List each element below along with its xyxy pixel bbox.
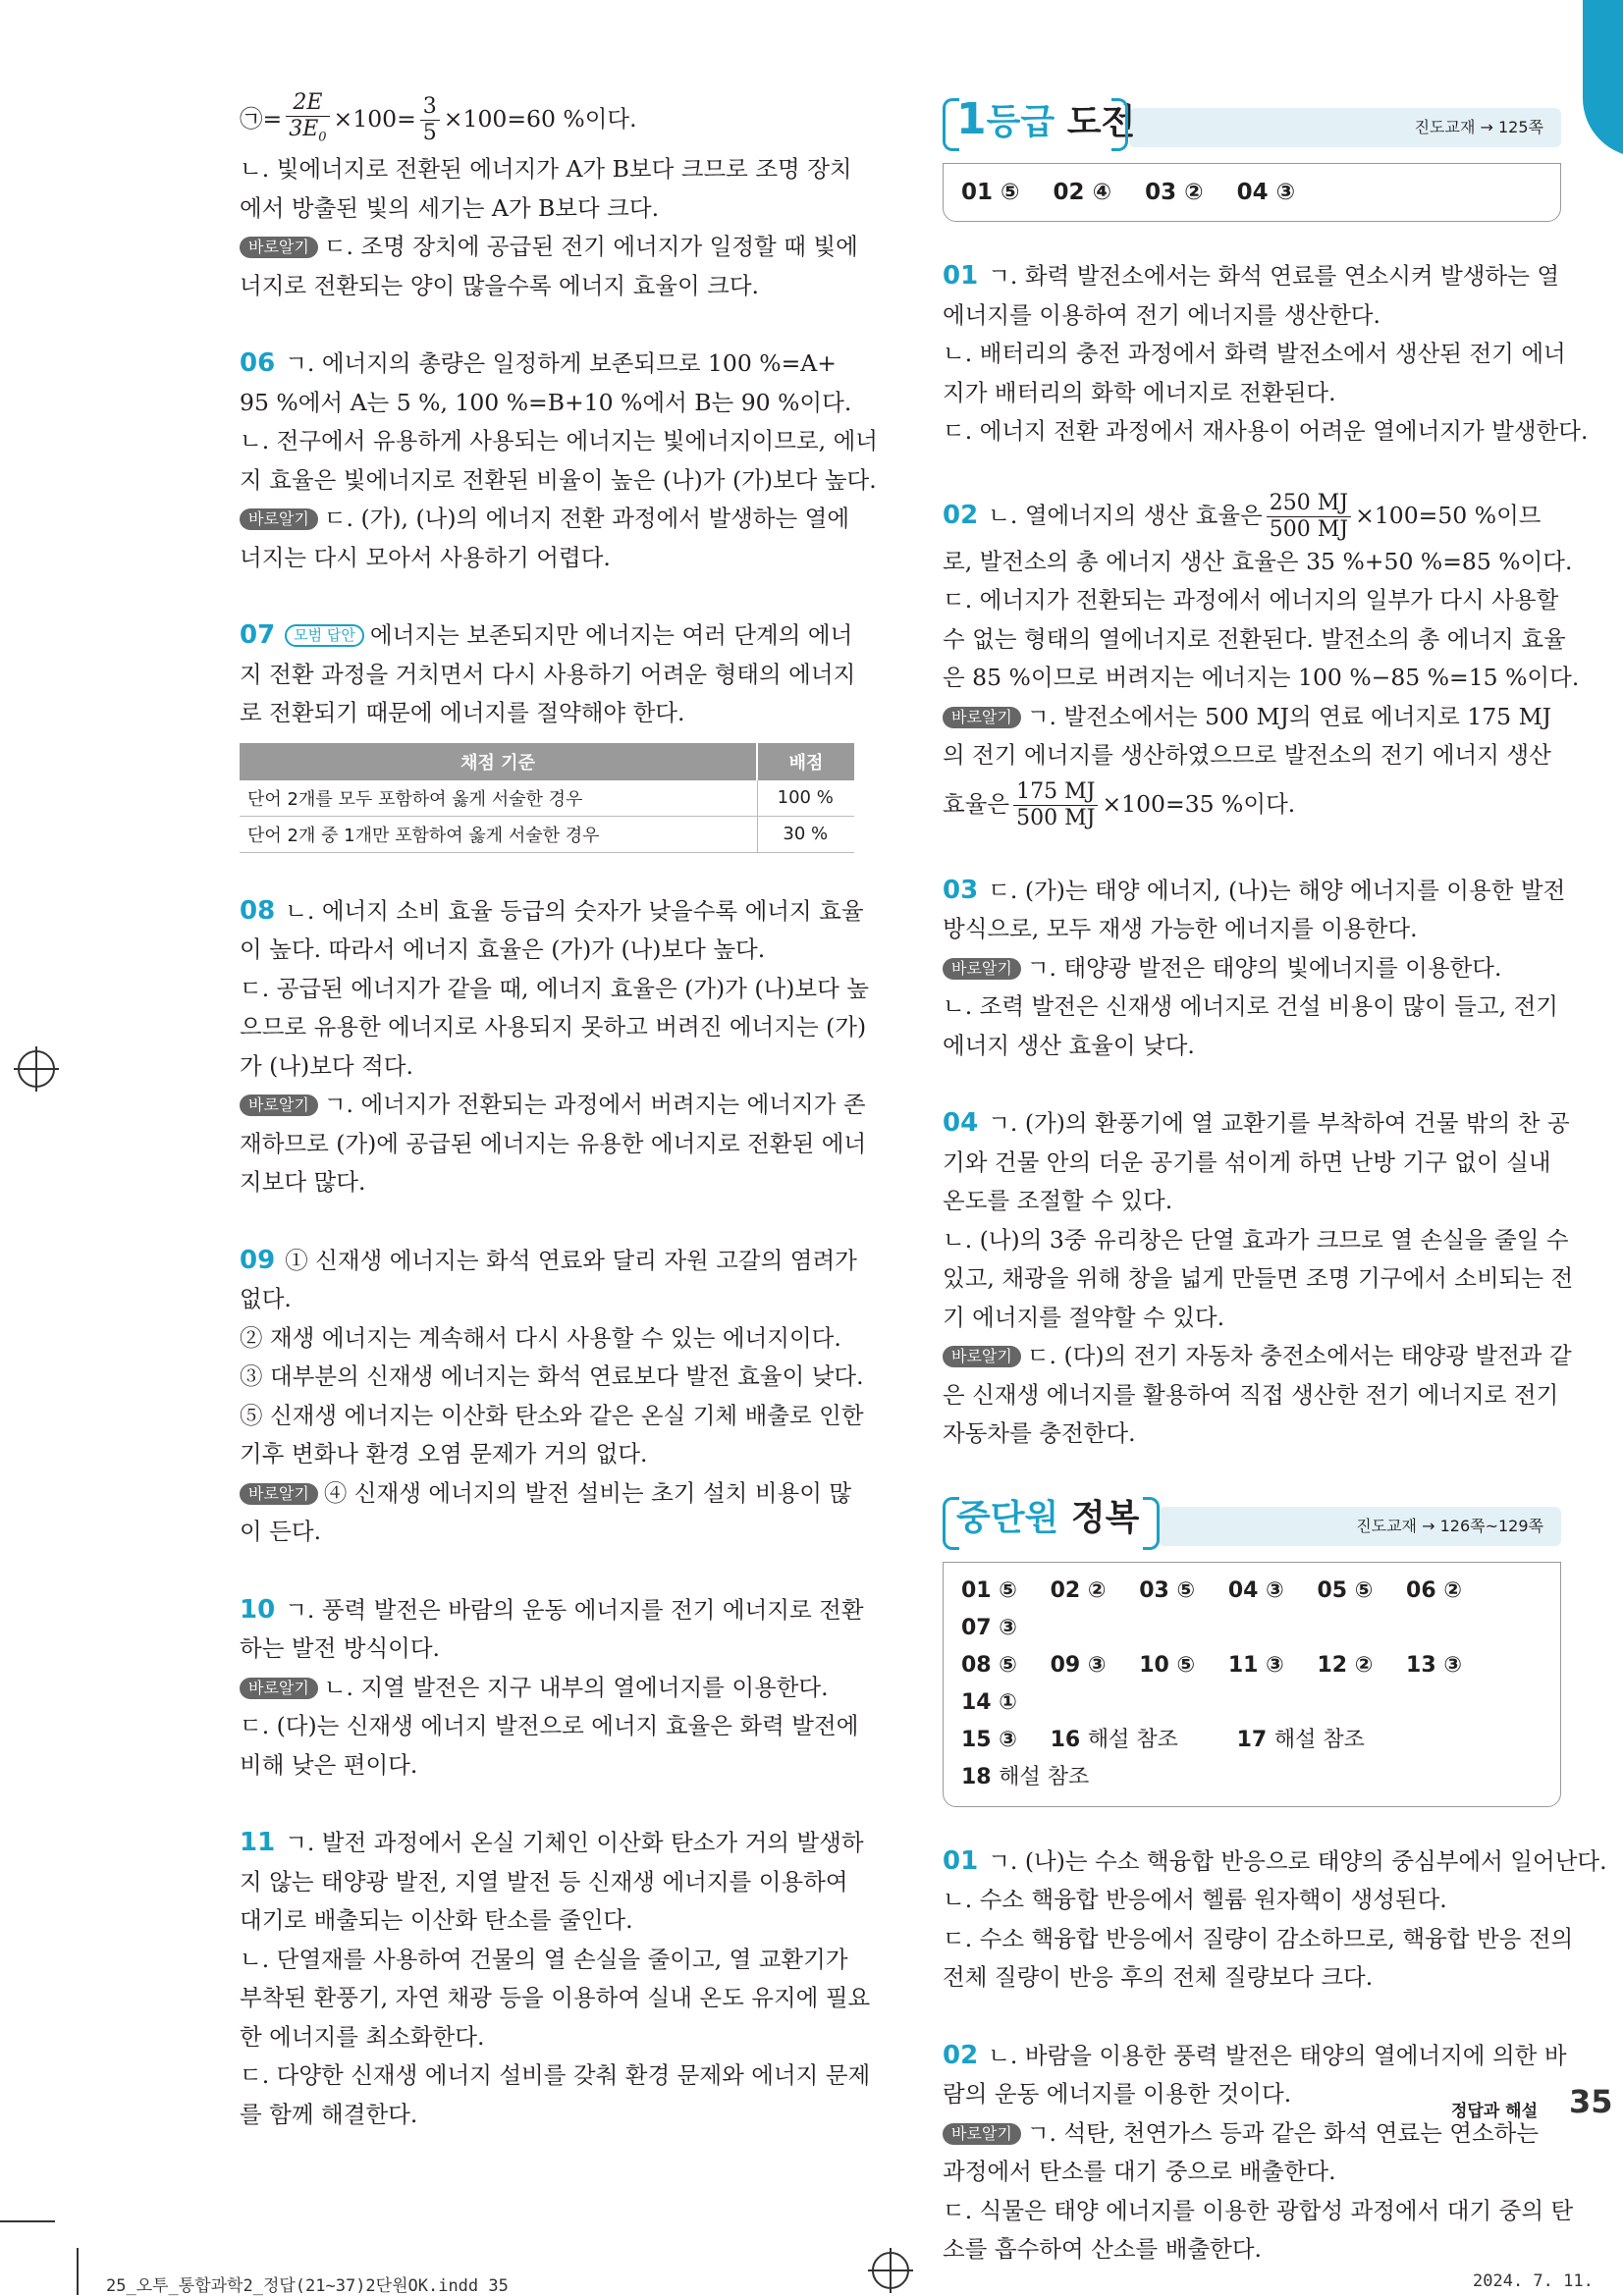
text-line: 이 든다. [240,1518,322,1546]
text-line: 너지는 다시 모아서 사용하기 어렵다. [240,543,611,571]
scoring-table [240,743,854,853]
answer-key-item [1145,180,1204,205]
fraction-numerator: 3 [420,94,440,121]
text-line: ㄴ. 수소 핵융합 반응에서 헬륨 원자핵이 생성된다. [943,1886,1447,1913]
table-cell: 단어 2개 중 1개만 포함하여 옳게 서술한 경우 [240,816,757,852]
footer-label: 정답과 해설 [1451,2102,1539,2121]
text-line: 하는 발전 방식이다. [240,1634,441,1663]
answer-key-item [1317,1578,1373,1603]
text-line: ③ 대부분의 신재생 에너지는 화석 연료보다 발전 효율이 낮다. [240,1362,864,1391]
answer-key-box [943,1562,1561,1807]
text-line: 로 전환되기 때문에 에너지를 절약해야 한다. [240,699,685,727]
answer-choice: ② [1184,180,1204,205]
text-line: 지가 배터리의 화학 에너지로 전환된다. [943,378,1336,406]
line-text: ① 신재생 에너지는 화석 연료와 달리 자원 고갈의 염려가 [285,1246,857,1274]
chapter-tab-corner [1583,0,1623,157]
text-line [943,949,1561,988]
equals-sign: = [262,105,283,133]
answer-choice: ⑤ [1176,1577,1196,1603]
text-line: 이 높다. 따라서 에너지 효율은 (가)가 (나)보다 높다. [240,935,766,964]
answer-choice: ② [1354,1652,1374,1678]
text-line [240,228,858,267]
answer-choice: ③ [1443,1652,1462,1678]
answer-key-item [1139,1578,1195,1603]
wrong-answer-tag: 바로알기 [240,1483,318,1505]
left-column [240,90,878,2134]
answer-block-r01 [943,257,1589,452]
text-line: 에너지를 이용하여 전기 에너지를 생산한다. [943,300,1380,329]
text-line: 기후 변화나 환경 오염 문제가 거의 없다. [240,1440,648,1468]
text-line: 95 %에서 A는 5 %, 100 %=B+10 %에서 B는 90 %이다. [240,388,852,416]
text-line: 에너지 생산 효율이 낮다. [943,1031,1195,1059]
line-text: ㄱ. 에너지의 총량은 일정하게 보존되므로 100 %=A+ [285,349,837,378]
table-cell: 100 % [757,780,854,817]
question-number: 01 [943,261,979,291]
print-slug-filename: 25_오투_통합과학2_정답(21~37)2단원OK.indd 35 [106,2276,509,2296]
line-text: ㄴ. 바람을 이용한 풍력 발전은 태양의 열에너지에 의한 바 [988,2041,1567,2069]
answer-choice: ⑤ [1176,1652,1196,1678]
answer-choice: ⑤ [1001,180,1020,205]
text-line: 지 효율은 빛에너지로 전환된 비율이 높은 (나)가 (가)보다 높다. [240,465,877,494]
text-line: 를 함께 해결한다. [240,2100,418,2128]
line-text: ㄷ. (가)는 태양 에너지, (나)는 해양 에너지를 이용한 발전 [988,876,1566,904]
text-line: 은 85 %이므로 버려지는 에너지는 100 %−85 %=15 %이다. [943,664,1580,691]
text-line [943,775,1561,832]
answer-key-item [961,1765,1114,1789]
answer-choice: 해설 참조 [1273,1727,1365,1752]
answer-choice: ⑤ [999,1577,1017,1603]
text-line: 기 에너지를 절약할 수 있다. [943,1303,1225,1331]
text-line: ㄷ. 에너지가 전환되는 과정에서 에너지의 일부가 다시 사용할 [943,586,1559,614]
text-line [240,1669,854,1708]
question-number: 02 [943,500,979,530]
text-line: 수 없는 형태의 열에너지로 전환된다. 발전소의 총 에너지 효율 [943,624,1566,653]
table-cell: 단어 2개를 모두 포함하여 옳게 서술한 경우 [240,780,757,817]
answer-number: 02 [1050,1577,1081,1603]
table-header-row [240,743,854,780]
answer-choice: ③ [1266,1652,1284,1678]
fraction [1267,491,1351,543]
answer-block-r04 [943,1104,1574,1454]
bracket-right [1143,1497,1160,1550]
answer-key-item [961,1728,1017,1752]
text-line [240,1086,866,1125]
answer-key-item [1139,1653,1195,1678]
line-text: 에너지는 보존되지만 에너지는 여러 단계의 에너 [369,621,853,650]
answer-key-item [1406,1653,1462,1678]
text-line: 온도를 조절할 수 있다. [943,1187,1173,1214]
answer-number: 13 [1406,1652,1436,1678]
answer-number: 16 [1050,1727,1081,1752]
line-text: ㄱ. 에너지가 전환되는 과정에서 버려지는 에너지가 존 [323,1091,866,1119]
text-line: ㄴ. 조력 발전은 신재생 에너지로 건설 비용이 많이 들고, 전기 [943,992,1558,1020]
section-ref-bar: 진도교재 → 125쪽 [1129,108,1561,147]
text-line [943,698,1561,737]
question-number: 03 [943,875,979,905]
fraction-denominator: 5 [422,121,437,146]
answer-choice: ⑤ [999,1652,1017,1678]
bracket-right [1111,98,1128,151]
question-number: 10 [240,1594,276,1625]
answer-block-11 [240,1824,871,2134]
text-line: 지보다 많다. [240,1168,366,1197]
answer-number: 18 [961,1764,992,1789]
text-line: 재하므로 (가)에 공급된 에너지는 유용한 에너지로 전환된 에너 [240,1129,867,1157]
line-text: 효율은 [943,789,1010,818]
answer-key-item [1051,1653,1107,1678]
question-number: 07 [240,620,276,651]
answer-block-intro [240,90,858,305]
question-number: 06 [240,348,276,379]
answer-number: 10 [1139,1652,1169,1678]
trim-mark [77,2248,79,2295]
line-text: ㄴ. 에너지 소비 효율 등급의 숫자가 낮을수록 에너지 효율 [285,896,864,925]
fraction-denominator: 500 MJ [1269,516,1349,542]
section-ref-bar: 진도교재 → 126쪽~129쪽 [1159,1507,1561,1546]
line-text: ㄷ. 조명 장치에 공급된 전기 에너지가 일정할 때 빛에 [323,233,858,261]
answer-number: 03 [1145,180,1177,205]
text-line [240,1824,864,1863]
section-header-unit-review [943,1493,1561,1550]
answer-key-item [961,180,1020,205]
text-line [240,1474,854,1514]
section-title [943,94,1135,148]
answer-block-10 [240,1591,864,1786]
answer-number: 17 [1236,1727,1268,1752]
text-line: 람의 운동 에너지를 이용한 것이다. [943,2080,1292,2108]
answer-block-08 [240,892,869,1202]
model-answer-tag: 모범 답안 [285,624,364,647]
answer-key-row [961,1647,1542,1722]
wrong-answer-tag: 바로알기 [943,707,1021,728]
text-line: ㄷ. 식물은 태양 에너지를 이용한 광합성 과정에서 대기 중의 탄 [943,2196,1574,2224]
answer-choice: ④ [1092,180,1112,205]
text-line: 방식으로, 모두 재생 가능한 에너지를 이용한다. [943,915,1418,942]
answer-choice: ③ [999,1615,1017,1640]
answer-key-item [1054,180,1112,205]
answer-number: 02 [1053,180,1085,205]
question-number: 08 [240,895,276,926]
answer-block-06 [240,345,878,577]
answer-choice: ② [1087,1577,1107,1603]
line-text: ㄴ. 열에너지의 생산 효율은 [988,501,1263,529]
text-line: ㄴ. 단열재를 사용하여 건물의 열 손실을 줄이고, 열 교환기가 [240,1945,848,1973]
text-line [943,2037,1567,2076]
answer-choice: ⑤ [1354,1577,1374,1603]
text-line: ② 재생 에너지는 계속해서 다시 사용할 수 있는 에너지이다. [240,1323,841,1352]
text-line: ㄷ. 공급된 에너지가 같을 때, 에너지 효율은 (가)가 (나)보다 높 [240,974,869,1002]
print-slug-date: 2024. 7. 11. [1473,2271,1594,2291]
answer-block-m02 [943,2037,1574,2269]
text-line: 비해 낮은 편이다. [240,1750,418,1779]
fraction-numerator: 175 MJ [1013,779,1098,806]
answer-number: 11 [1227,1652,1259,1678]
text-line [943,1337,1572,1376]
text-line: 자동차를 충전한다. [943,1419,1136,1447]
answer-block-09 [240,1242,864,1552]
line-text: ×100=50 %이므 [1355,501,1542,529]
line-text: ㄴ. 지열 발전은 지구 내부의 열에너지를 이용한다. [323,1673,829,1701]
answer-key-item [1237,180,1296,205]
fraction-denominator: 500 MJ [1016,805,1096,830]
answer-key-item [1406,1578,1462,1603]
text-line: 없다. [240,1285,292,1313]
answer-choice: ③ [1266,1577,1284,1603]
answer-key-item [1317,1653,1373,1678]
registration-mark-icon [872,2252,909,2289]
formula-tail: ×100=60 %이다. [443,105,637,133]
fraction-numerator: 250 MJ [1267,491,1351,517]
formula-middle: ×100= [333,105,416,133]
line-text: ㄱ. 발전소에서는 500 MJ의 연료 에너지로 175 MJ [1026,702,1552,730]
answer-number: 06 [1406,1577,1436,1603]
text-line [240,500,854,539]
wrong-answer-tag: 바로알기 [240,1095,318,1116]
text-line: ㄴ. (나)의 3중 유리창은 단열 효과가 크므로 열 손실을 줄일 수 [943,1225,1569,1254]
table-header: 채점 기준 [240,743,757,780]
fraction-denominator [286,117,329,150]
text-line: 소를 흡수하여 산소를 배출한다. [943,2235,1262,2263]
answer-key-row [961,1573,1542,1647]
answer-number: 15 [961,1727,992,1752]
line-text: ㄱ. 태양광 발전은 태양의 빛에너지를 이용한다. [1026,953,1502,982]
answer-choice: ③ [1275,180,1296,205]
answer-choice: ① [999,1689,1017,1715]
text-line: ㄷ. 에너지 전환 과정에서 재사용이 어려운 열에너지가 발생한다. [943,417,1589,445]
answer-choice: 해설 참조 [999,1764,1090,1789]
text-line: 기와 건물 안의 더운 공기를 섞이게 하면 난방 기구 없이 실내 [943,1148,1551,1176]
answer-number: 04 [1236,180,1269,205]
answer-number: 03 [1139,1577,1169,1603]
answer-key-item [1051,1728,1204,1752]
line-text: ㄱ. (가)의 환풍기에 열 교환기를 부착하여 건물 밖의 찬 공 [988,1109,1570,1137]
wrong-answer-tag: 바로알기 [240,1678,318,1699]
answer-number: 12 [1317,1652,1348,1678]
section-title-part1: 등급 [986,102,1055,142]
text-line: ⑤ 신재생 에너지는 이산화 탄소와 같은 온실 기체 배출로 인한 [240,1401,864,1429]
text-line: 은 신재생 에너지를 활용하여 직접 생산한 전기 에너지로 전기 [943,1380,1559,1409]
text-line [943,491,1561,543]
answer-key-item [961,1578,1017,1603]
answer-key-item [961,1690,1017,1715]
answer-key-item [1228,1653,1284,1678]
page-number: 35 [1569,2083,1613,2120]
fraction [1013,779,1098,831]
text-line: 대기로 배출되는 이산화 탄소를 줄인다. [240,1906,633,1935]
text-line [943,1842,1607,1882]
line-text: ㄱ. (나)는 수소 핵융합 반응으로 태양의 중심부에서 일어난다. [988,1846,1607,1875]
text-line [943,257,1561,296]
answer-number: 14 [961,1689,992,1715]
text-line [240,616,854,656]
right-column [943,94,1607,2269]
answer-key-box [943,163,1561,222]
circle-label: ㉠ [240,105,263,133]
section-header-level1 [943,94,1561,151]
text-line: 가 (나)보다 적다. [240,1051,413,1080]
text-line [240,1591,864,1630]
text-line: ㄴ. 전구에서 유용하게 사용되는 에너지는 빛에너지이므로, 에너 [240,427,878,455]
table-cell: 30 % [757,816,854,852]
text-line: 부착된 환풍기, 자연 채광 등을 이용하여 실내 온도 유지에 필요 [240,1984,871,2012]
text-line: ㄴ. 빛에너지로 전환된 에너지가 A가 B보다 크므로 조명 장치 [240,155,852,184]
line-text: ㄷ. (가), (나)의 에너지 전환 과정에서 발생하는 열에 [323,505,850,533]
fraction-numerator: 2E [286,90,329,117]
line-text: ㄱ. 발전 과정에서 온실 기체인 이산화 탄소가 거의 발생하 [285,1829,864,1857]
text-line: 전체 질량이 반응 후의 전체 질량보다 크다. [943,1963,1374,1991]
section-title-part2: 도전 [1066,102,1136,142]
answer-key-row [961,1722,1542,1796]
answer-block-07 [240,616,854,853]
text-line: 에서 방출된 빛의 세기는 A가 B보다 크다. [240,193,660,222]
answer-key-item [1051,1578,1107,1603]
denominator-subscript: 0 [318,130,327,145]
table-header: 배점 [757,743,854,780]
text-line: 지 않는 태양광 발전, 지열 발전 등 신재생 에너지를 이용하여 [240,1867,848,1896]
answer-key-item [1228,1578,1284,1603]
wrong-answer-tag: 바로알기 [943,1346,1021,1367]
registration-mark-icon [18,1050,55,1088]
line-text: ×100=35 %이다. [1102,789,1296,818]
section-title [943,1493,1139,1544]
text-line [240,345,854,384]
question-number: 09 [240,1245,276,1275]
line-text: ㄱ. 화력 발전소에서는 화석 연료를 연소시켜 발생하는 열 [988,262,1560,290]
answer-block-r02 [943,490,1580,832]
wrong-answer-tag: 바로알기 [943,958,1021,980]
line-text: ㄷ. (다)의 전기 자동차 충전소에서는 태양광 발전과 같 [1026,1342,1572,1369]
section-title-part2: 정복 [1070,1497,1140,1538]
answer-number: 04 [1227,1577,1259,1603]
answer-number: 01 [961,180,994,205]
text-line: 너지로 전환되는 양이 많을수록 에너지 효율이 크다. [240,271,760,299]
formula-line [240,90,854,150]
text-line: 의 전기 에너지를 생산하였으므로 발전소의 전기 에너지 생산 [943,741,1551,769]
text-line: 지 전환 과정을 거치면서 다시 사용하기 어려운 형태의 에너지 [240,660,856,688]
answer-number: 08 [961,1652,992,1678]
section-title-number: 1 [956,94,987,144]
answer-number: 07 [961,1615,992,1640]
question-number: 01 [943,1845,979,1876]
line-text: ㄱ. 석탄, 천연가스 등과 같은 화석 연료는 연소하는 [1026,2118,1540,2147]
text-line: ㄷ. (다)는 신재생 에너지 발전으로 에너지 효율은 화력 발전에 [240,1712,859,1740]
text-line: 한 에너지를 최소화한다. [240,2022,485,2051]
answer-choice: ② [1443,1577,1462,1603]
table-row [240,780,854,817]
answer-key-item [961,1653,1017,1678]
line-text: ④ 신재생 에너지의 발전 설비는 초기 설치 비용이 많 [323,1478,852,1507]
fraction [286,90,329,150]
text-line: 으므로 유용한 에너지로 사용되지 못하고 버려진 에너지는 (가) [240,1013,867,1041]
text-line [240,892,864,932]
text-line: ㄷ. 다양한 신재생 에너지 설비를 갖춰 환경 문제와 에너지 문제 [240,2061,871,2090]
answer-block-m01 [943,1842,1607,1998]
question-number: 04 [943,1108,979,1138]
answer-number: 05 [1317,1577,1348,1603]
question-number: 11 [240,1828,276,1858]
answer-choice: 해설 참조 [1087,1727,1178,1752]
text-line: ㄴ. 배터리의 충전 과정에서 화력 발전소에서 생산된 전기 에너 [943,340,1566,367]
text-line: 과정에서 탄소를 대기 중으로 배출한다. [943,2158,1336,2185]
table-row [240,816,854,852]
denominator-text: 3E [289,117,319,141]
text-line: ㄷ. 수소 핵융합 반응에서 질량이 감소하므로, 핵융합 반응 전의 [943,1924,1574,1952]
line-text: ㄱ. 풍력 발전은 바람의 운동 에너지를 전기 에너지로 전환 [285,1595,864,1624]
answer-choice: ③ [1087,1652,1107,1678]
text-line: 있고, 채광을 위해 창을 넓게 만들면 조명 기구에서 소비되는 전 [943,1264,1574,1292]
text-line [943,1104,1570,1144]
text-line [240,1242,857,1281]
wrong-answer-tag: 바로알기 [943,2123,1021,2145]
section-title-part1: 중단원 [956,1497,1059,1538]
text-line: 로, 발전소의 총 에너지 생산 효율은 35 %+50 %=85 %이다. [943,547,1573,575]
answer-block-r03 [943,872,1566,1066]
answer-number: 01 [961,1577,992,1603]
answer-key-item [1237,1728,1390,1752]
trim-mark [0,2220,55,2222]
answer-key-item [961,1616,1017,1640]
wrong-answer-tag: 바로알기 [240,237,318,258]
answer-number: 09 [1050,1652,1081,1678]
answer-choice: ③ [999,1727,1017,1752]
fraction [420,94,440,146]
question-number: 02 [943,2040,979,2070]
text-line [943,872,1566,911]
wrong-answer-tag: 바로알기 [240,508,318,530]
